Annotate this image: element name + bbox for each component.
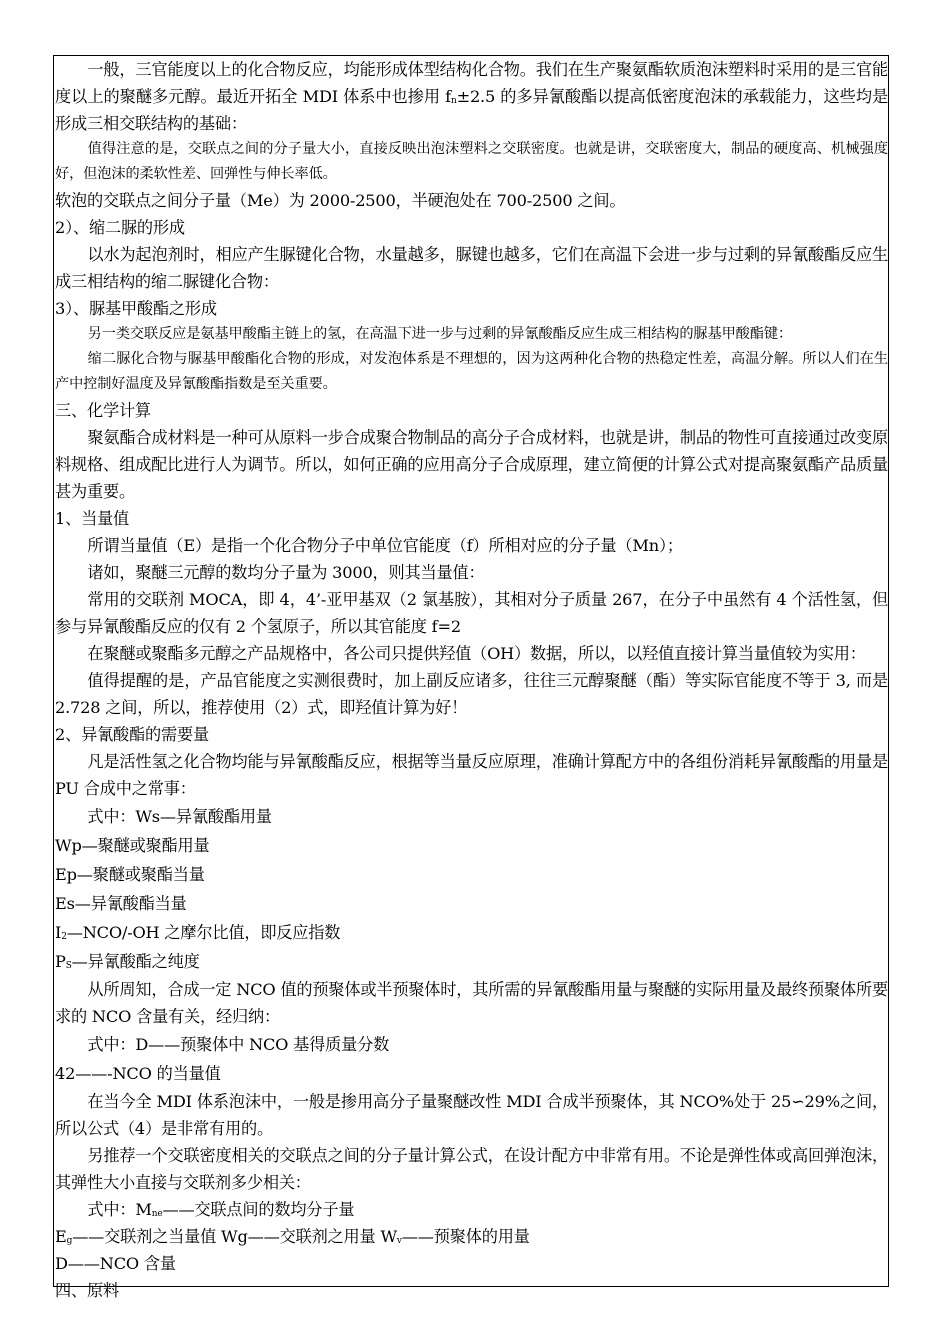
definition-text-end: ——预聚体的用量	[401, 1227, 530, 1246]
symbol-i: I	[55, 923, 62, 942]
definition-text: ——交联剂之当量值 Wg——交联剂之用量 W	[72, 1227, 397, 1246]
definition-wp: Wp—聚醚或聚酯用量	[55, 836, 210, 855]
paragraph-equivalent-definition: 所谓当量值（E）是指一个化合物分子中单位官能度（f）所相对应的分子量（Mn）；	[87, 536, 683, 555]
paragraph-prepolymer: 从所周知，合成一定 NCO 值的预聚体或半预聚体时，其所需的异氰酸酯用量与聚醚的实际用量及最终预聚体所要求的 NCO 含量有关，经归纳：	[55, 980, 888, 1026]
document-frame	[53, 55, 889, 1300]
definition-nco-content: D——NCO 含量	[55, 1254, 176, 1273]
heading-chemical-calculation: 三、化学计算	[55, 401, 151, 420]
paragraph-moca: 常用的交联剂 MOCA，即 4，4’-亚甲基双（2 氯基胺），其相对分子质量 267，在分子中虽然有 4 个活性氢，但参与异氰酸酯反应的仅有 2 个氢原子，所以其官能度 f=2	[55, 590, 888, 636]
heading-allophanate: 3）、脲基甲酸酯之形成	[55, 299, 217, 318]
definition-eg-wg-wv	[55, 1223, 888, 1250]
paragraph-triol-example: 诸如，聚醚三元醇的数均分子量为 3000，则其当量值：	[87, 563, 485, 582]
definition-purity	[55, 947, 888, 976]
paragraph-allophanate: 另一类交联反应是氨基甲酸酯主链上的氢，在高温下进一步与过剩的异氰酸酯反应生成三相结构的脲基甲酸酯键：	[87, 326, 793, 342]
subscript-s: S	[65, 961, 72, 971]
paragraph-me-range: 软泡的交联点之间分子量（Me）为 2000-2500，半硬泡处在 700-2500 之间。	[55, 191, 626, 210]
paragraph-functionality-note: 值得提醒的是，产品官能度之实测很费时，加上副反应诸多，往往三元醇聚醚（酯）等实际官能度不等于 3, 而是 2.728 之间，所以，推荐使用（2）式，即羟值计算为好！	[55, 671, 888, 717]
definition-ep: Ep—聚醚或聚酯当量	[55, 865, 205, 884]
paragraph-trifunctional	[55, 56, 888, 137]
subscript-2: 2	[61, 932, 67, 942]
subscript-n: n	[450, 96, 457, 106]
paragraph-text: 一般，三官能度以上的化合物反应，均能形成体型结构化合物。我们在生产聚氨酯软质泡沫塑料时采用的是三官能度以上的聚醚多元醇。最近开拓全 MDI 体系中也掺用 f	[55, 60, 888, 106]
symbol-p: P	[55, 952, 66, 971]
paragraph-equivalent-reaction: 凡是活性氢之化合物均能与异氰酸酯反应，根据等当量反应原理，准确计算配方中的各组份消耗异氰酸酯的用量是 PU 合成中之常事：	[55, 752, 888, 798]
definition-es: Es—异氰酸酯当量	[55, 894, 187, 913]
definition-index	[55, 918, 888, 947]
paragraph-hydroxyl-value: 在聚醚或聚酯多元醇之产品规格中，各公司只提供羟值（OH）数据，所以，以羟值直接计算当量值较为实用：	[87, 644, 866, 663]
definition-text: ——交联点间的数均分子量	[162, 1200, 355, 1219]
paragraph-crosslink-density: 值得注意的是，交联点之间的分子量大小，直接反映出泡沫塑料之交联密度。也就是讲，交联密度大，制品的硬度高、机械强度好，但泡沫的柔软性差、回弹性与伸长率低。	[55, 141, 888, 182]
paragraph-mdi-system: 在当今全 MDI 体系泡沫中，一般是掺用高分子量聚醚改性 MDI 合成半预聚体，其 NCO%处于 25∽29%之间，所以公式（4）是非常有用的。	[55, 1092, 888, 1138]
symbol-e: E	[55, 1227, 67, 1246]
paragraph-text-end: ±2.5 的多异氰酸酯以提高低密度泡沫的承载能力，这些均是形成三相交联结构的基础：	[55, 87, 889, 133]
subscript-v: v	[396, 1236, 402, 1246]
paragraph-thermal-stability: 缩二脲化合物与脲基甲酸酯化合物的形成，对发泡体系是不理想的，因为这两种化合物的热稳定性差，高温分解。所以人们在生产中控制好温度及异氰酸酯指数是至关重要。	[55, 351, 888, 392]
heading-equivalent: 1、当量值	[55, 509, 130, 528]
subscript-ne: ne	[151, 1209, 163, 1219]
definition-prefix: 式中：M	[87, 1200, 152, 1219]
definition-text: —异氰酸酯之纯度	[71, 952, 200, 971]
definition-d: 式中：D——预聚体中 NCO 基得质量分数	[87, 1035, 390, 1054]
definition-ws: 式中：Ws—异氰酸酯用量	[87, 807, 272, 826]
paragraph-pu-synthesis: 聚氨酯合成材料是一种可从原料一步合成聚合物制品的高分子合成材料，也就是讲，制品的物性可直接通过改变原料规格、组成配比进行人为调节。所以，如何正确的应用高分子合成原理，建立简便的计算公式对提高聚氨酯产品质量甚为重要。	[55, 428, 888, 501]
paragraph-water-blowing: 以水为起泡剂时，相应产生脲键化合物，水量越多，脲键也越多，它们在高温下会进一步与过剩的异氰酸酯反应生成三相结构的缩二脲键化合物：	[55, 245, 888, 291]
heading-isocyanate-requirement: 2、异氰酸酯的需要量	[55, 725, 209, 744]
heading-raw-materials: 四、原料	[55, 1281, 119, 1300]
heading-biuret: 2）、缩二脲的形成	[55, 218, 185, 237]
paragraph-crosslink-formula: 另推荐一个交联密度相关的交联点之间的分子量计算公式，在设计配方中非常有用。不论是弹性体或高回弹泡沫，其弹性大小直接与交联剂多少相关：	[55, 1146, 888, 1192]
subscript-g: g	[66, 1236, 73, 1246]
definition-mne	[55, 1196, 888, 1223]
definition-text: —NCO/-OH 之摩尔比值，即反应指数	[66, 923, 341, 942]
definition-42: 42——-NCO 的当量值	[55, 1064, 221, 1083]
